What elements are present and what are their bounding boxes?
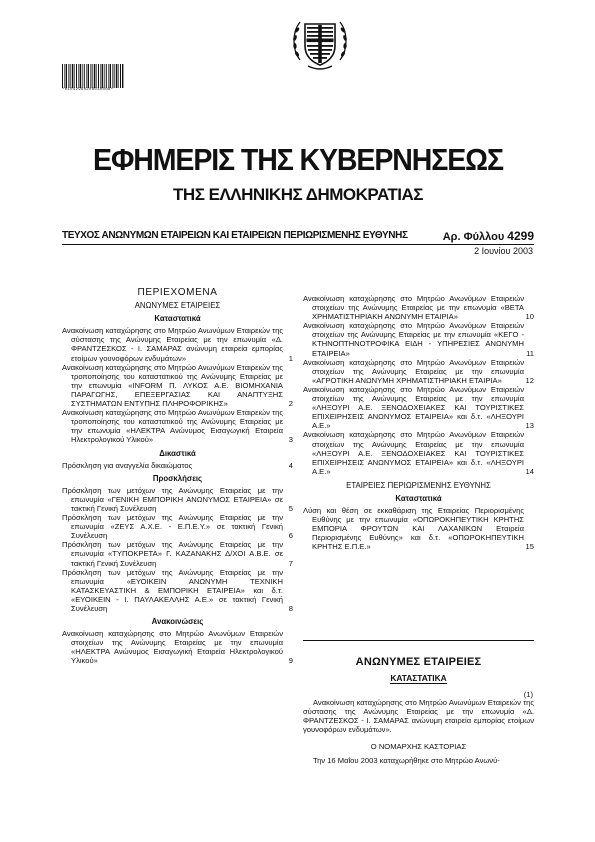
toc-entry-text: Πρόσκληση των μετόχων της Ανώνυμης Εταιρείας με την επωνυμία «ΖΕΥΣ Α.Χ.Ε. - Ε.Π.Ε.Υ.» σε τακτική Γενική Συνέλευση — [62, 513, 283, 541]
toc-entry-text: Πρόσκληση των μετόχων της Ανώνυμης Εταιρείας με την επωνυμία «ΤΥΠΟΚΡΕΤΑ» Γ. ΚΑΖΑΝΑΚΗΣ Δ/ΧΟΙ Α.Β.Ε. σε τακτική Γενική Συνέλευση — [62, 540, 283, 568]
issue-series: ΤΕΥΧΟΣ ΑΝΩΝΥΜΩΝ ΕΤΑΙΡΕΙΩΝ ΚΑΙ ΕΤΑΙΡΕΙΩΝ ΠΕΡΙΩΡΙΣΜΕΝΗΣ ΕΥΘΥΝΗΣ — [62, 230, 408, 241]
toc-entry[interactable] — [62, 326, 293, 362]
item-number: (1) — [523, 690, 533, 699]
toc-entry-page: 3 — [288, 435, 293, 445]
toc-entry[interactable] — [62, 408, 293, 444]
toc-entry-text: Ανακοίνωση καταχώρησης στο Μητρώο Ανωνύμων Εταιρειών στοιχείων της Ανώνυμης Εταιρείας με την επωνυμία «ΛΗΞΟΥΡΙ Α.Ε. ΞΕΝΟΔΟΧΕΙΑΚΕΣ ΚΑΙ ΤΟΥΡΙΣΤΙΚΕΣ ΕΠΙΧΕΙΡΗΣΕΙΣ ΑΝΩΝΥΜΟΣ ΕΤΑΙΡΕΙΑ» και δ.τ. «ΛΗΞΟΥΡΙ Α.Ε.» — [303, 384, 524, 431]
toc-left-column — [62, 288, 293, 666]
toc-section-epe: ΕΤΑΙΡΕΙΕΣ ΠΕΡΙΩΡΙΣΜΕΝΗΣ ΕΥΘΥΝΗΣ — [346, 480, 491, 490]
toc-subhead-judicial: Δικαστικά — [159, 448, 196, 458]
toc-entry[interactable] — [62, 461, 293, 470]
toc-entry[interactable] — [62, 486, 293, 513]
toc-entry[interactable] — [303, 506, 534, 551]
barcode-number: *01042990206030008* — [62, 88, 114, 92]
toc-entry[interactable] — [62, 363, 293, 408]
prefect-signature-heading: Ο ΝΟΜΑΡΧΗΣ ΚΑΣΤΟΡΙΑΣ — [370, 742, 467, 751]
toc-entry[interactable] — [303, 321, 534, 357]
toc-entry-page: 11 — [526, 348, 534, 358]
issue-date: 2 Ιουνίου 2003 — [474, 246, 533, 256]
greek-coat-of-arms-icon — [288, 10, 352, 74]
section-divider — [303, 640, 534, 641]
toc-entry-text: Ανακοίνωση καταχώρησης στο Μητρώο Ανωνύμων Εταιρειών της σύστασης της Ανώνυμης Εταιρείας με την επωνυμία «Δ. ΦΡΑΝΤΖΕΣΚΟΣ - Ι. ΣΑΜΑΡΑΣ ανώνυμη εταιρεία εμπορίας ετοίμων γουνοφόρων ενδυμάτων» — [62, 326, 283, 363]
toc-entry-text: Ανακοίνωση καταχώρησης στο Μητρώο Ανωνύμων Εταιρειών στοιχείων της Ανώνυμης Εταιρείας με την επωνυμία «ΛΗΞΟΥΡΙ Α.Ε. ΞΕΝΟΔΟΧΕΙΑΚΕΣ ΚΑΙ ΤΟΥΡΙΣΤΙΚΕΣ ΕΠΙΧΕΙΡΗΣΕΙΣ ΑΝΩΝΥΜΟΣ ΕΤΑΙΡΕΙΑ» και δ.τ. «ΛΗΞΟΥΡΙ Α.Ε.» — [303, 430, 524, 476]
issue-number-block — [443, 229, 534, 243]
body-section-subtitle — [303, 673, 534, 683]
toc-entry-page: 6 — [288, 531, 293, 541]
issue-number: 4299 — [507, 229, 534, 243]
toc-entry-text: Ανακοίνωση καταχώρησης στο Μητρώο Ανωνύμων Εταιρειών στοιχείων της Ανώνυμης Εταιρείας με την επωνυμία «ΗΛΕΚΤΡΑ Ανώνυμος Εισαγωγική Εταιρεία Ηλεκτρολογικού Υλικού» — [62, 629, 283, 666]
toc-entry-page: 2 — [288, 399, 293, 409]
gazette-title: ΕΦΗΜΕΡΙΣ ΤΗΣ ΚΥΒΕΡΝΗΣΕΩΣ — [93, 142, 503, 177]
toc-entry[interactable] — [62, 540, 293, 567]
toc-entry-text: Ανακοίνωση καταχώρησης στο Μητρώο Ανωνύμων Εταιρειών της τροποποίησης του καταστατικού της Ανώνυμης Εταιρείας με την επωνυμία «INFORM Π. ΛΥΚΟΣ Α.Ε. ΒΙΟΜΗΧΑΝΙΑ ΠΑΡΑΓΩΓΗΣ, ΕΠΕΞΕΡΓΑΣΙΑΣ ΚΑΙ ΑΝΑΠΤΥΞΗΣ ΣΥΣΤΗΜΑΤΩΝ ΕΝΤΥΠΗΣ ΠΛΗΡΟΦΟΡΙΚΗΣ» — [62, 362, 283, 409]
toc-entry-text: Ανακοίνωση καταχώρησης στο Μητρώο Ανωνύμων Εταιρειών της τροποποίησης του καταστατικού της Ανώνυμης Εταιρείας με την επωνυμία «ΗΛΕΚΤΡΑ Ανώνυμος Εισαγωγική Εταιρεία Ηλεκτρολογικού Υλικού» — [62, 408, 283, 445]
toc-title: ΠΕΡΙΕΧΟΜΕΝΑ — [137, 287, 218, 298]
gazette-subtitle: ΤΗΣ ΕΛΛΗΝΙΚΗΣ ΔΗΜΟΚΡΑΤΙΑΣ — [173, 185, 423, 204]
toc-entry[interactable] — [303, 385, 534, 430]
toc-entry[interactable] — [303, 430, 534, 475]
toc-entry-text: Πρόσκληση των μετόχων της Ανώνυμης Εταιρείας με την επωνυμία «ΓΕΝΙΚΗ ΕΜΠΟΡΙΚΗ ΑΝΩΝΥΜΟΣ ΕΤΑΙΡΕΙΑ» σε τακτική Γενική Συνέλευση — [62, 485, 283, 513]
toc-entry-page: 10 — [525, 312, 534, 322]
toc-entry-text: Ανακοίνωση καταχώρησης στο Μητρώο Ανωνύμων Εταιρειών στοιχείων της Ανώνυμης Εταιρείας με την επωνυμία «ΚΕΓΟ - ΚΤΗΝΟΠΤΗΝΟΤΡΟΦΙΚΑ ΕΙΔΗ - ΥΠΗΡΕΣΙΕΣ ΑΝΩΝΥΜΗ ΕΤΑΙΡΕΙΑ» — [303, 321, 524, 358]
toc-section-sa: ΑΝΩΝΥΜΕΣ ΕΤΑΙΡΕΙΕΣ — [134, 301, 221, 311]
toc-entry-page: 15 — [525, 542, 534, 552]
toc-entry-page: 8 — [288, 604, 293, 613]
toc-subhead-epe-statutes: Καταστατικά — [395, 493, 442, 503]
issue-label: Αρ. Φύλλου — [442, 231, 505, 243]
toc-entry[interactable] — [62, 513, 293, 540]
toc-entry-text: Ανακοίνωση καταχώρησης στο Μητρώο Ανωνύμων Εταιρειών στοιχείων της Ανώνυμης Εταιρείας με την επωνυμία «ΑΓΡΟΤΙΚΗ ΑΝΩΝΥΜΗ ΧΡΗΜΑΤΙΣΤΗΡΙΑΚΗ ΕΤΑΙΡΙΑ» — [303, 357, 524, 385]
toc-entry[interactable] — [62, 629, 293, 665]
body-section-subtitle-text: ΚΑΤΑΣΤΑΤΙΚΑ — [390, 673, 447, 683]
toc-entry-text: Πρόσκληση των μετόχων της Ανώνυμης Εταιρείας με την επωνυμία «ΕΥΟΙΚΕΙΝ ΑΝΩΝΥΜΗ ΤΕΧΝΙΚΗ ΚΑΤΑΣΚΕΥΑΣΤΙΚΗ & ΕΜΠΟΡΙΚΗ ΕΤΑΙΡΕΙΑ» και δ.τ. «ΕΥΟΙΚΕΙΝ - Ι. ΠΑΥΛΑΚΕΛΛΗΣ Α.Ε.» σε τακτική Γενική Συνέλευση — [62, 567, 283, 613]
toc-entry-page: 9 — [288, 656, 293, 666]
barcode-icon — [62, 64, 124, 88]
toc-right-column — [303, 294, 534, 552]
toc-subhead-announcements: Ανακοινώσεις — [151, 617, 204, 627]
toc-entry-page: 5 — [288, 503, 293, 513]
toc-entry-page: 7 — [288, 558, 293, 568]
body-text: Την 16 Μαΐου 2003 καταχωρήθηκε στο Μητρώο Ανωνύ- — [313, 756, 500, 765]
toc-entry-page: 12 — [525, 375, 534, 385]
toc-entry-page: 4 — [288, 460, 293, 470]
toc-entry-text: Λύση και θέση σε εκκαθάριση της Εταιρείας Περιορισμένης Ευθύνης με την επωνυμία «ΟΠΩΡΟΚΗΠΕΥΤΙΚΗ ΚΡΗΤΗΣ ΕΜΠΟΡΙΑ ΦΡΟΥΤΩΝ ΚΑΙ ΛΑΧΑΝΙΚΩΝ Εταιρεία Περιορισμένης Ευθύνης» και δ.τ. «ΟΠΩΡΟΚΗΠΕΥΤΙΚΗ ΚΡΗΤΗΣ Ε.Π.Ε.» — [303, 506, 524, 552]
toc-entry[interactable] — [62, 568, 293, 613]
toc-subhead-invitations: Προσκλήσεις — [152, 473, 203, 483]
issue-rule — [62, 244, 534, 245]
toc-entry-page: 1 — [288, 353, 293, 363]
toc-entry[interactable] — [303, 358, 534, 385]
item-heading-text: Ανακοίνωση καταχώρησης στο Μητρώο Ανωνύμων Εταιρειών της σύστασης της Ανώνυμης Εταιρείας με την επωνυμία «Δ. ΦΡΑΝΤΖΕΣΚΟΣ - Ι. ΣΑΜΑΡΑΣ ανώνυμη εταιρεία εμπορίας ετοίμων γουνοφόρων ενδυμάτων». — [303, 698, 534, 735]
toc-entry[interactable] — [303, 294, 534, 321]
toc-entry-page: 14 — [525, 466, 534, 476]
body-section-title: ΑΝΩΝΥΜΕΣ ΕΤΑΙΡΕΙΕΣ — [355, 656, 482, 668]
toc-entry-text: Ανακοίνωση καταχώρησης στο Μητρώο Ανωνύμων Εταιρειών στοιχείων της Ανώνυμης Εταιρείας με την επωνυμία «ΒΕΤΑ ΧΡΗΜΑΤΙΣΤΗΡΙΑΚΗ ΑΝΩΝΥΜΗ ΕΤΑΙΡΙΑ» — [303, 294, 524, 322]
toc-entry-page: 13 — [525, 421, 534, 431]
toc-entry-text: Πρόσκληση για αναγγελία δικαιώματος — [62, 460, 193, 470]
toc-subhead-statutes: Καταστατικά — [154, 314, 201, 324]
